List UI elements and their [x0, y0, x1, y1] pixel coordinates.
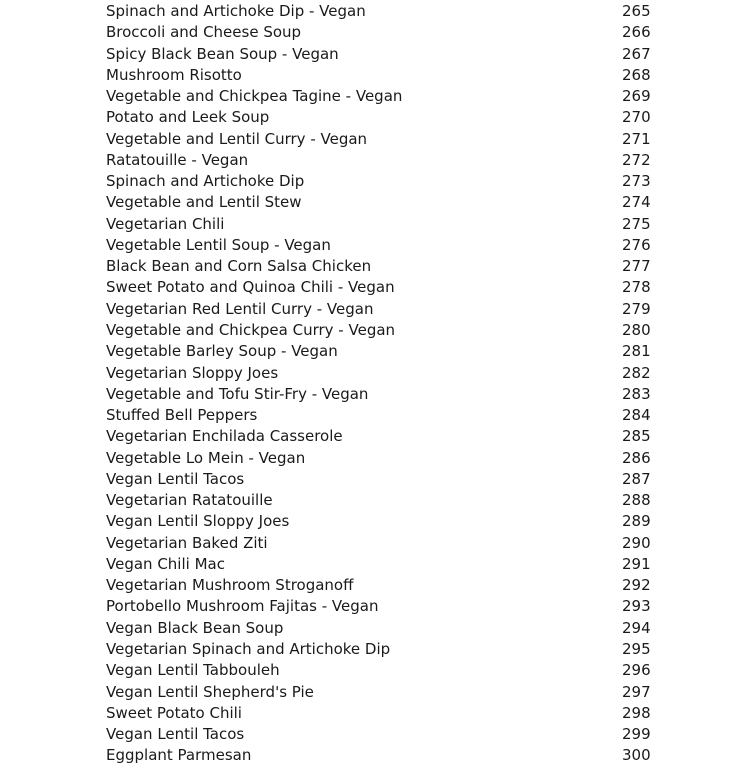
recipe-name: Vegan Black Bean Soup	[106, 618, 284, 637]
table-row	[106, 533, 666, 554]
table-row	[106, 22, 666, 43]
recipe-name: Vegetarian Chili	[106, 214, 225, 233]
recipe-number: 266	[622, 23, 651, 42]
table-row	[106, 745, 666, 766]
recipe-number: 289	[622, 512, 651, 531]
recipe-number: 265	[622, 2, 651, 20]
table-row	[106, 65, 666, 86]
table-row	[106, 1, 666, 22]
recipe-name: Black Bean and Corn Salsa Chicken	[106, 257, 372, 276]
recipe-name: Eggplant Parmesan	[106, 746, 252, 765]
recipe-name: Vegetarian Red Lentil Curry - Vegan	[106, 299, 374, 318]
recipe-number: 294	[622, 618, 651, 637]
table-row	[106, 724, 666, 745]
recipe-name: Vegetable and Lentil Curry - Vegan	[106, 129, 368, 148]
recipe-name: Vegetable Lo Mein - Vegan	[106, 448, 306, 467]
recipe-name: Vegetable Barley Soup - Vegan	[106, 342, 338, 361]
recipe-name: Vegetarian Baked Ziti	[106, 533, 268, 552]
recipe-name: Vegetable and Chickpea Tagine - Vegan	[106, 87, 403, 106]
table-row	[106, 660, 666, 681]
recipe-number: 278	[622, 278, 651, 297]
recipe-number: 290	[622, 533, 651, 552]
recipe-number: 272	[622, 150, 651, 169]
recipe-name: Vegetable and Chickpea Curry - Vegan	[106, 320, 396, 339]
recipe-number: 276	[622, 235, 651, 254]
recipe-number: 296	[622, 661, 651, 680]
recipe-list	[106, 1, 666, 767]
table-row	[106, 426, 666, 447]
recipe-name: Sweet Potato Chili	[106, 703, 242, 722]
recipe-name: Vegan Lentil Tacos	[106, 469, 245, 488]
recipe-name: Vegan Lentil Sloppy Joes	[106, 512, 290, 531]
table-row	[106, 107, 666, 128]
recipe-name: Spicy Black Bean Soup - Vegan	[106, 44, 339, 63]
recipe-number: 297	[622, 682, 651, 701]
recipe-name: Vegetarian Sloppy Joes	[106, 363, 279, 382]
table-row	[106, 320, 666, 341]
recipe-name: Potato and Leek Soup	[106, 108, 270, 127]
recipe-name: Vegetable and Lentil Stew	[106, 193, 302, 212]
recipe-number: 293	[622, 597, 651, 616]
recipe-number: 280	[622, 320, 651, 339]
recipe-number: 298	[622, 703, 651, 722]
table-row	[106, 384, 666, 405]
table-row	[106, 490, 666, 511]
table-row	[106, 618, 666, 639]
table-row	[106, 235, 666, 256]
recipe-number: 288	[622, 491, 651, 510]
recipe-number: 274	[622, 193, 651, 212]
table-row	[106, 682, 666, 703]
table-row	[106, 596, 666, 617]
recipe-number: 281	[622, 342, 651, 361]
recipe-name: Sweet Potato and Quinoa Chili - Vegan	[106, 278, 395, 297]
recipe-number: 300	[622, 746, 651, 765]
recipe-name: Mushroom Risotto	[106, 65, 242, 84]
recipe-number: 273	[622, 172, 651, 191]
table-row	[106, 86, 666, 107]
recipe-number: 275	[622, 214, 651, 233]
table-row	[106, 448, 666, 469]
table-row	[106, 554, 666, 575]
table-row	[106, 171, 666, 192]
table-row	[106, 469, 666, 490]
recipe-number: 279	[622, 299, 651, 318]
recipe-number: 270	[622, 108, 651, 127]
table-row	[106, 363, 666, 384]
recipe-number: 283	[622, 384, 651, 403]
table-row	[106, 150, 666, 171]
table-row	[106, 511, 666, 532]
recipe-number: 286	[622, 448, 651, 467]
recipe-number: 292	[622, 576, 651, 595]
recipe-name: Vegetarian Ratatouille	[106, 491, 273, 510]
recipe-number: 267	[622, 44, 651, 63]
table-row	[106, 214, 666, 235]
recipe-number: 287	[622, 469, 651, 488]
recipe-name: Vegan Lentil Tacos	[106, 725, 245, 744]
recipe-name: Vegetable and Tofu Stir-Fry - Vegan	[106, 384, 369, 403]
recipe-number: 299	[622, 725, 651, 744]
table-row	[106, 192, 666, 213]
recipe-number: 285	[622, 427, 651, 446]
recipe-name: Portobello Mushroom Fajitas - Vegan	[106, 597, 379, 616]
recipe-name: Stuffed Bell Peppers	[106, 406, 258, 425]
table-row	[106, 703, 666, 724]
recipe-number: 277	[622, 257, 651, 276]
table-row	[106, 341, 666, 362]
table-row	[106, 44, 666, 65]
table-row	[106, 639, 666, 660]
recipe-number: 295	[622, 639, 651, 658]
recipe-name: Vegan Chili Mac	[106, 554, 225, 573]
recipe-name: Spinach and Artichoke Dip	[106, 172, 305, 191]
recipe-name: Vegetarian Mushroom Stroganoff	[106, 576, 354, 595]
recipe-name: Spinach and Artichoke Dip - Vegan	[106, 2, 366, 20]
recipe-name: Vegan Lentil Shepherd's Pie	[106, 682, 314, 701]
recipe-name: Broccoli and Cheese Soup	[106, 23, 302, 42]
table-row	[106, 405, 666, 426]
recipe-number: 269	[622, 87, 651, 106]
recipe-number: 284	[622, 406, 651, 425]
table-row	[106, 277, 666, 298]
recipe-name: Vegetarian Enchilada Casserole	[106, 427, 343, 446]
recipe-name: Vegetarian Spinach and Artichoke Dip	[106, 639, 391, 658]
recipe-name: Vegetable Lentil Soup - Vegan	[106, 235, 331, 254]
recipe-number: 268	[622, 65, 651, 84]
recipe-name: Vegan Lentil Tabbouleh	[106, 661, 280, 680]
recipe-number: 291	[622, 554, 651, 573]
table-row	[106, 256, 666, 277]
table-row	[106, 129, 666, 150]
recipe-name: Ratatouille - Vegan	[106, 150, 249, 169]
recipe-number: 282	[622, 363, 651, 382]
table-row	[106, 299, 666, 320]
recipe-number: 271	[622, 129, 651, 148]
table-row	[106, 575, 666, 596]
